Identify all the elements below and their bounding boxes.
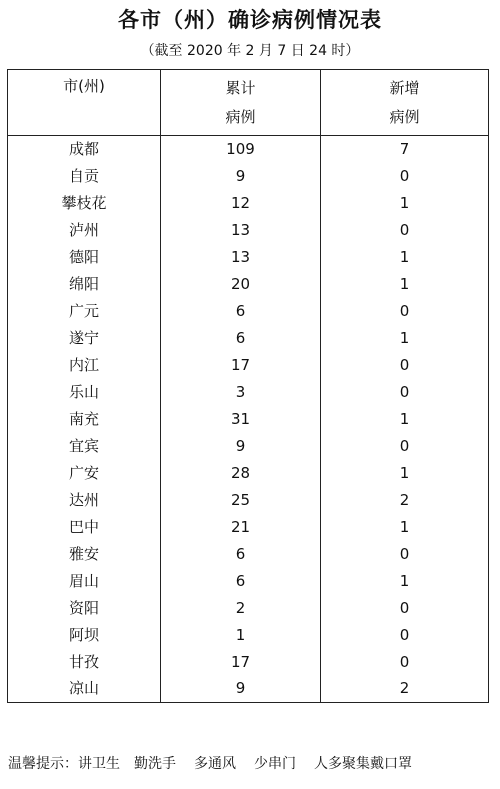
table-row [8, 217, 489, 244]
table-row [8, 244, 489, 271]
footer-tip: 多通风 [194, 756, 236, 772]
new-cases-cell: 2 [321, 676, 489, 703]
page-title: 各市（州）确诊病例情况表 [118, 7, 382, 32]
new-cases-cell: 1 [321, 244, 489, 271]
total-cases-cell: 9 [161, 163, 321, 190]
table-row [8, 676, 489, 703]
table-row [8, 433, 489, 460]
table-row [8, 568, 489, 595]
city-cell: 眉山 [8, 568, 161, 595]
total-cases-cell: 1 [161, 622, 321, 649]
header-new-line2: 病例 [389, 107, 420, 126]
city-cell: 德阳 [8, 244, 161, 271]
header-total-line2: 病例 [225, 107, 256, 126]
new-cases-cell: 0 [321, 163, 489, 190]
header-city-label: 市(州) [63, 77, 105, 95]
cases-table [7, 69, 489, 703]
total-cases-cell: 28 [161, 460, 321, 487]
total-cases-cell: 6 [161, 325, 321, 352]
footer-tip: 温馨提示：讲卫生 [8, 756, 120, 772]
page-subtitle: （截至 2020 年 2 月 7 日 24 时） [140, 43, 360, 59]
total-cases-cell: 12 [161, 190, 321, 217]
header-total [161, 70, 321, 136]
city-cell: 广安 [8, 460, 161, 487]
total-cases-cell: 20 [161, 271, 321, 298]
city-cell: 巴中 [8, 514, 161, 541]
table-row [8, 595, 489, 622]
table-header-row [8, 70, 489, 136]
city-cell: 南充 [8, 406, 161, 433]
table-row [8, 622, 489, 649]
header-total-line1: 累计 [225, 78, 256, 97]
table-row [8, 271, 489, 298]
city-cell: 宜宾 [8, 433, 161, 460]
new-cases-cell: 7 [321, 136, 489, 163]
new-cases-cell: 0 [321, 217, 489, 244]
footer-tip: 少串门 [254, 756, 296, 772]
table-row [8, 298, 489, 325]
total-cases-cell: 31 [161, 406, 321, 433]
total-cases-cell: 3 [161, 379, 321, 406]
total-cases-cell: 25 [161, 487, 321, 514]
city-cell: 内江 [8, 352, 161, 379]
total-cases-cell: 9 [161, 676, 321, 703]
total-cases-cell: 6 [161, 568, 321, 595]
table-row [8, 514, 489, 541]
header-new-line1: 新增 [389, 78, 420, 97]
table-row [8, 649, 489, 676]
footer-tips [8, 753, 500, 773]
city-cell: 攀枝花 [8, 190, 161, 217]
new-cases-cell: 0 [321, 541, 489, 568]
footer-tip: 人多聚集戴口罩 [314, 756, 412, 772]
new-cases-cell: 0 [321, 622, 489, 649]
city-cell: 成都 [8, 136, 161, 163]
new-cases-cell: 1 [321, 190, 489, 217]
new-cases-cell: 0 [321, 649, 489, 676]
new-cases-cell: 0 [321, 352, 489, 379]
new-cases-cell: 0 [321, 595, 489, 622]
table-row [8, 406, 489, 433]
new-cases-cell: 1 [321, 325, 489, 352]
city-cell: 凉山 [8, 676, 161, 703]
total-cases-cell: 13 [161, 217, 321, 244]
total-cases-cell: 6 [161, 298, 321, 325]
city-cell: 绵阳 [8, 271, 161, 298]
new-cases-cell: 0 [321, 298, 489, 325]
city-cell: 遂宁 [8, 325, 161, 352]
new-cases-cell: 1 [321, 514, 489, 541]
new-cases-cell: 0 [321, 379, 489, 406]
footer-tip: 勤洗手 [134, 756, 176, 772]
total-cases-cell: 21 [161, 514, 321, 541]
city-cell: 资阳 [8, 595, 161, 622]
city-cell: 达州 [8, 487, 161, 514]
total-cases-cell: 2 [161, 595, 321, 622]
city-cell: 雅安 [8, 541, 161, 568]
table-row [8, 352, 489, 379]
city-cell: 自贡 [8, 163, 161, 190]
new-cases-cell: 1 [321, 460, 489, 487]
table-row [8, 460, 489, 487]
total-cases-cell: 109 [161, 136, 321, 163]
header-city [8, 70, 161, 136]
city-cell: 广元 [8, 298, 161, 325]
header-new [321, 70, 489, 136]
total-cases-cell: 9 [161, 433, 321, 460]
table-row [8, 487, 489, 514]
total-cases-cell: 6 [161, 541, 321, 568]
total-cases-cell: 13 [161, 244, 321, 271]
new-cases-cell: 1 [321, 271, 489, 298]
table-row [8, 325, 489, 352]
table-row [8, 136, 489, 163]
table-row [8, 541, 489, 568]
total-cases-cell: 17 [161, 649, 321, 676]
table-row [8, 190, 489, 217]
city-cell: 甘孜 [8, 649, 161, 676]
city-cell: 阿坝 [8, 622, 161, 649]
city-cell: 泸州 [8, 217, 161, 244]
total-cases-cell: 17 [161, 352, 321, 379]
new-cases-cell: 2 [321, 487, 489, 514]
table-row [8, 163, 489, 190]
new-cases-cell: 0 [321, 433, 489, 460]
new-cases-cell: 1 [321, 568, 489, 595]
city-cell: 乐山 [8, 379, 161, 406]
table-row [8, 379, 489, 406]
new-cases-cell: 1 [321, 406, 489, 433]
